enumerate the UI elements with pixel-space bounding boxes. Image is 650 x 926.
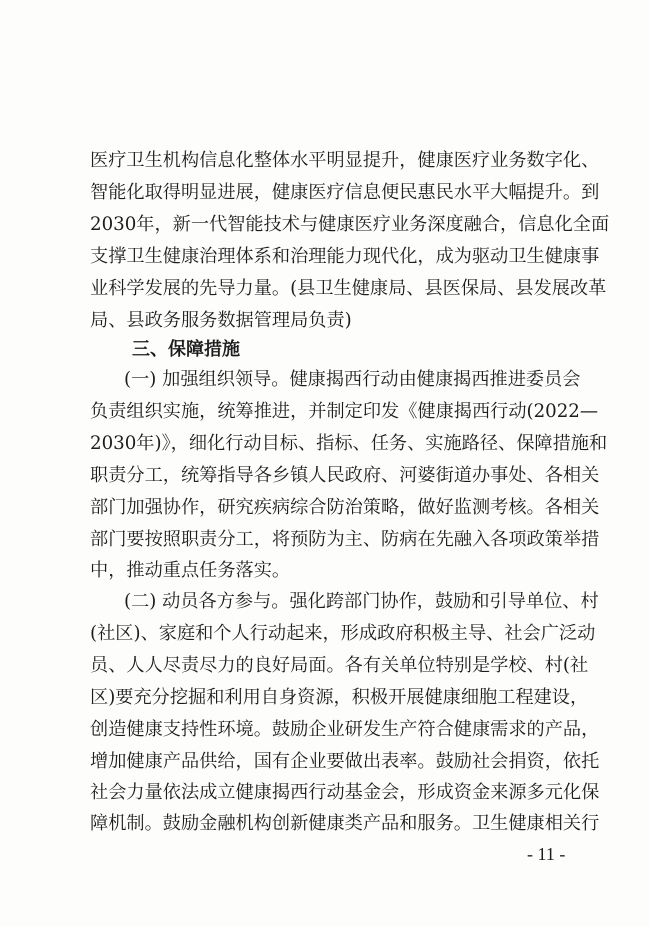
text-line: 部门要按照职责分工，将预防为主、防病在先融入各项政策举措 xyxy=(90,529,600,550)
section-heading: 三、保障措施 xyxy=(132,339,240,360)
text-line: 局、县政务服务数据管理局负责) xyxy=(90,310,352,331)
text-line: 中，推动重点任务落实。 xyxy=(90,560,291,581)
text-line: 区)要充分挖掘和利用自身资源，积极开展健康细胞工程建设， xyxy=(90,687,589,708)
text-line: 医疗卫生机构信息化整体水平明显提升，健康医疗业务数字化、 xyxy=(90,150,600,171)
text-line: (社区)、家庭和个人行动起来，形成政府积极主导、社会广泛动 xyxy=(90,623,596,644)
text-line: 2030年，新一代智能技术与健康医疗业务深度融合，信息化全面 xyxy=(90,214,610,235)
paragraph-1-first-line: (一) 加强组织领导。健康揭西行动由健康揭西推进委员会 xyxy=(124,369,581,390)
text-line: 社会力量依法成立健康揭西行动基金会，形成资金来源多元化保 xyxy=(90,782,600,803)
text-line: 增加健康产品供给，国有企业要做出表率。鼓励社会捐资，依托 xyxy=(90,751,600,772)
text-line: 障机制。鼓励金融机构创新健康类产品和服务。卫生健康相关行 xyxy=(90,813,600,834)
text-line: 支撑卫生健康治理体系和治理能力现代化，成为驱动卫生健康事 xyxy=(90,246,600,267)
text-line: 业科学发展的先导力量。(县卫生健康局、县医保局、县发展改革 xyxy=(90,278,607,299)
paragraph-2-first-line: (二) 动员各方参与。强化跨部门协作，鼓励和引导单位、村 xyxy=(124,591,599,612)
text-line: 职责分工，统筹指导各乡镇人民政府、河婆街道办事处、各相关 xyxy=(90,465,600,486)
text-line: 智能化取得明显进展，健康医疗信息便民惠民水平大幅提升。到 xyxy=(90,182,600,203)
text-line: 员、人人尽责尽力的良好局面。各有关单位特别是学校、村(社 xyxy=(90,655,589,676)
text-line: 负责组织实施，统筹推进，并制定印发《健康揭西行动(2022— xyxy=(90,401,599,422)
text-line: 创造健康支持性环境。鼓励企业研发生产符合健康需求的产品， xyxy=(90,719,600,740)
page-number: - 11 - xyxy=(527,844,566,864)
text-line: 部门加强协作，研究疾病综合防治策略，做好监测考核。各相关 xyxy=(90,497,600,518)
text-line: 2030年)》，细化行动目标、指标、任务、实施路径、保障措施和 xyxy=(90,433,608,454)
